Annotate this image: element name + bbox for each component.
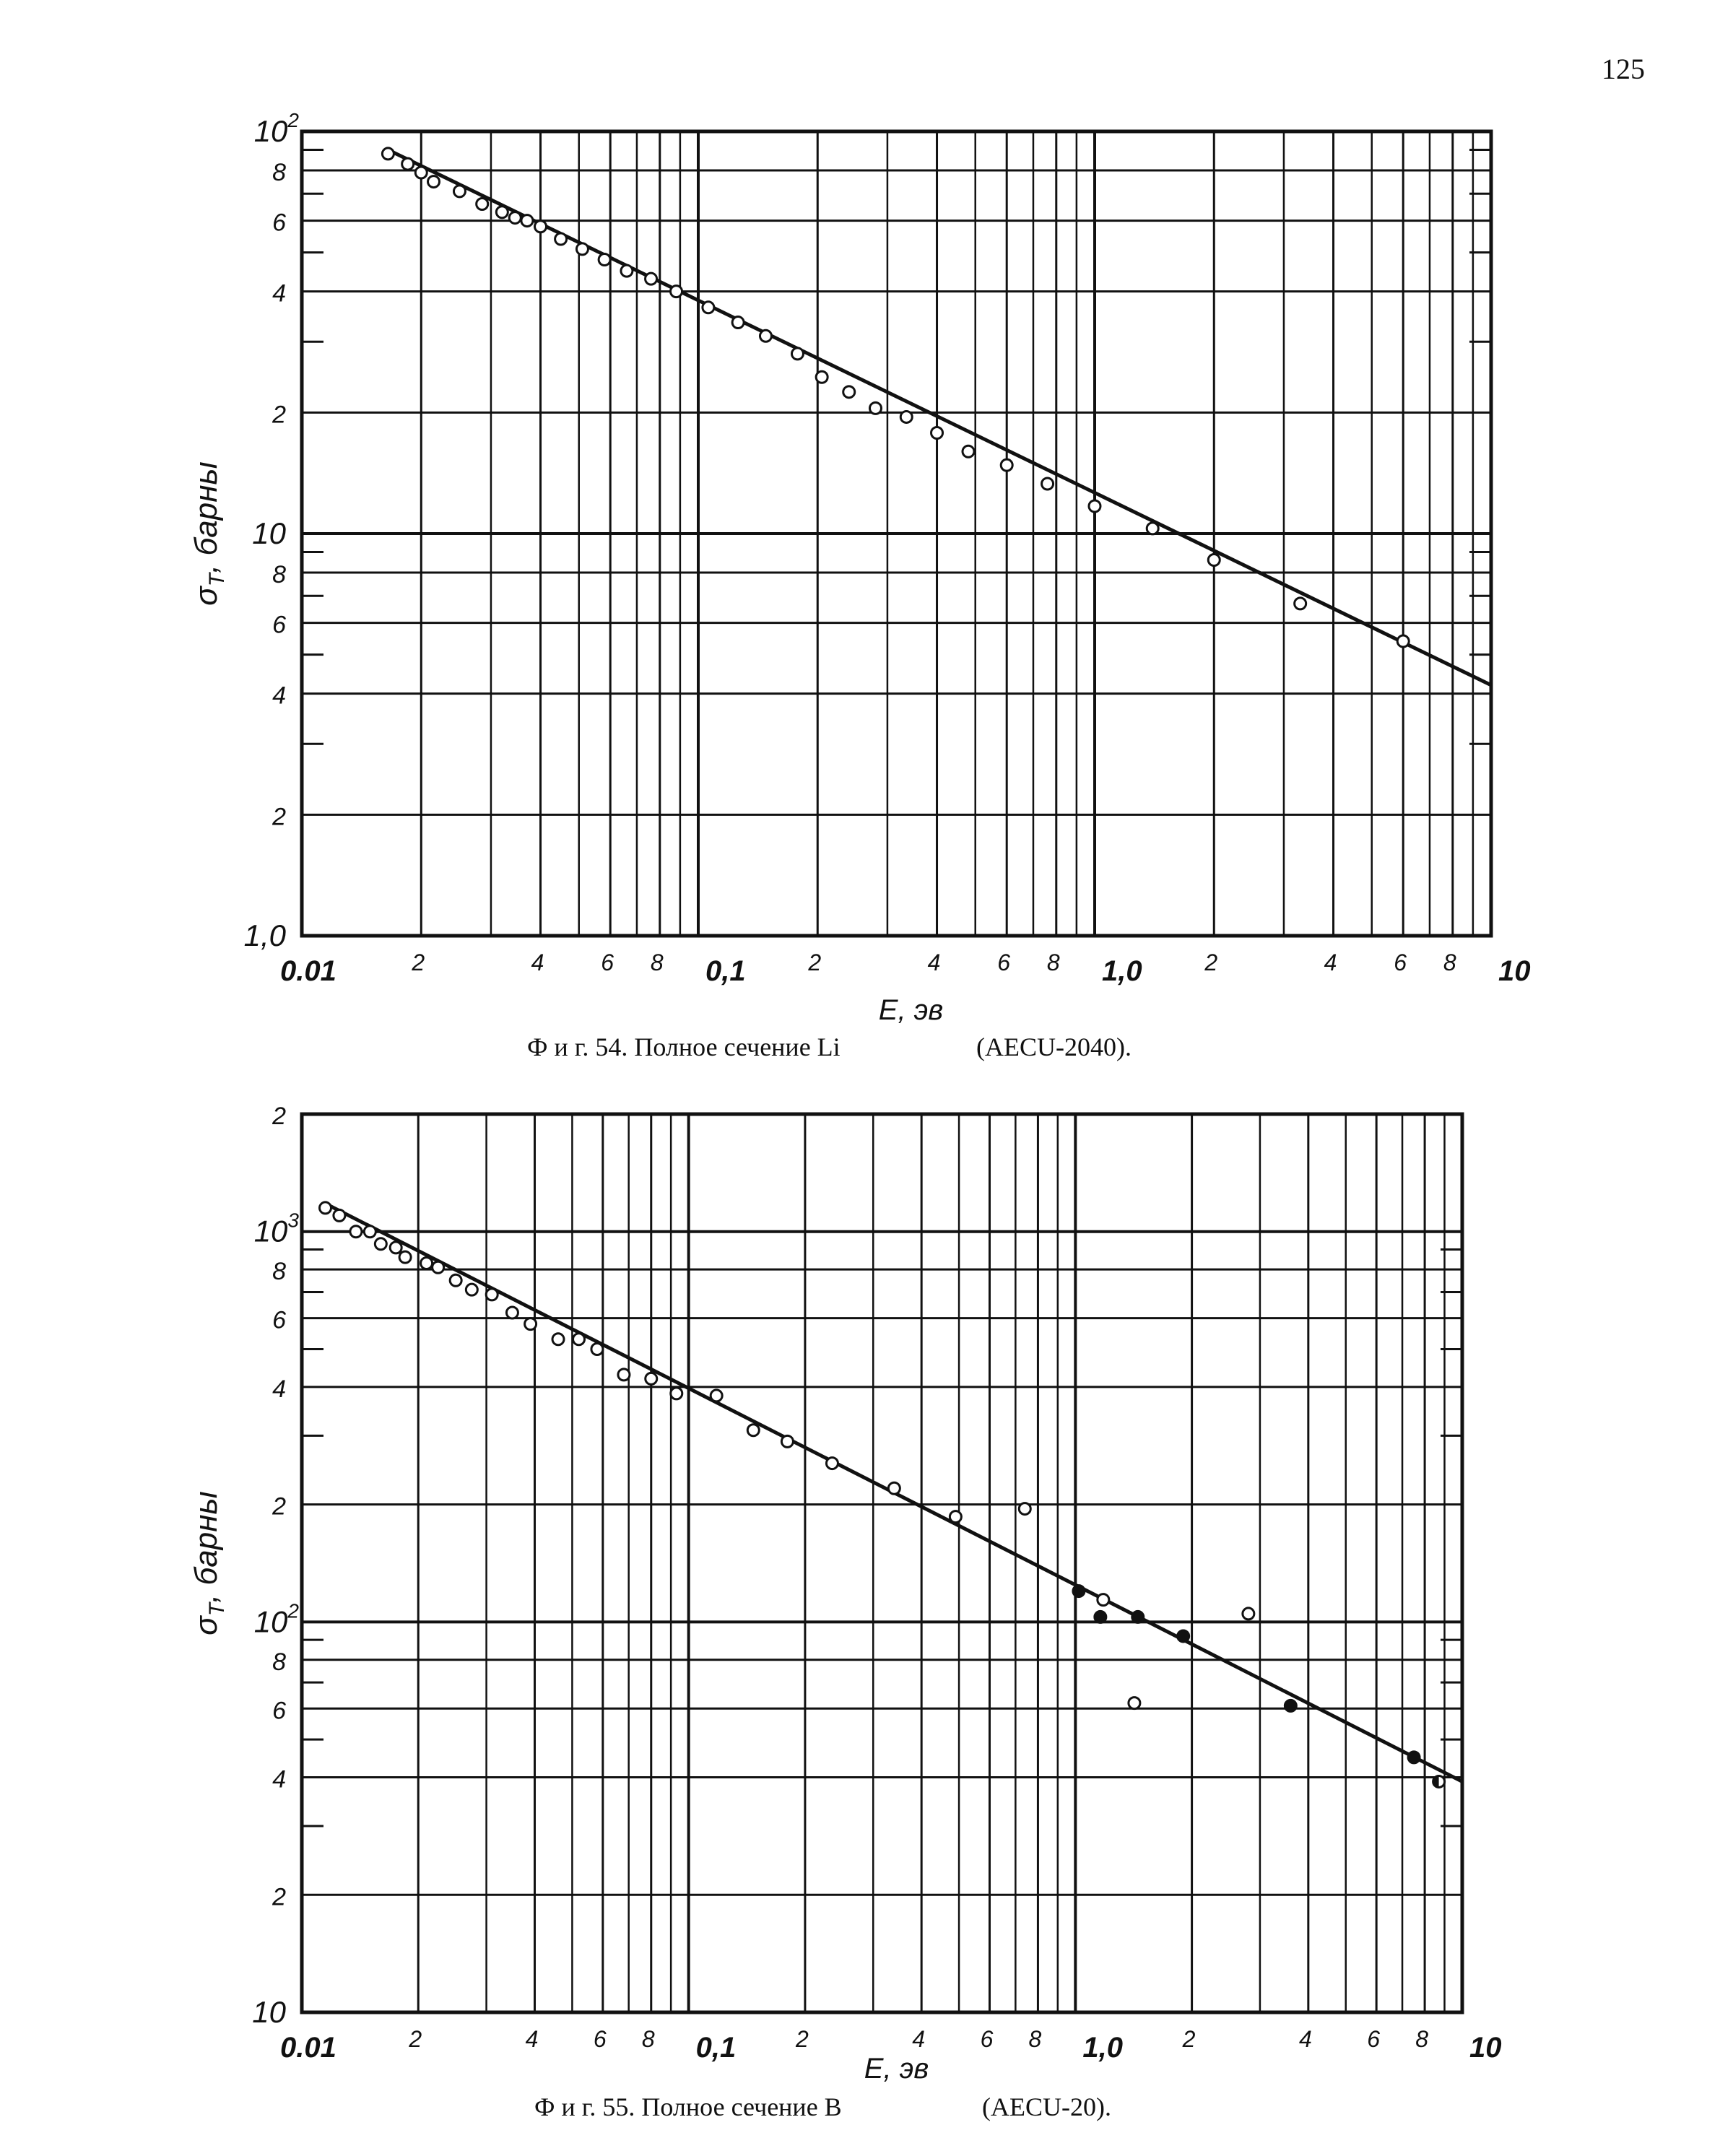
y-tick-label: 2 (272, 1883, 286, 1911)
data-point-open (1001, 459, 1012, 471)
data-point-open (466, 1284, 477, 1295)
grid (302, 1114, 1462, 2012)
x-tick-label: 8 (1028, 2026, 1042, 2052)
data-point-open (963, 445, 974, 457)
x-tick-label: 6 (1367, 2026, 1381, 2052)
x-tick-label: 10 (1469, 2032, 1502, 2064)
y-tick-label: 1,0 (243, 918, 286, 952)
x-tick-labels (280, 949, 1531, 987)
y-tick-label: 4 (272, 682, 286, 710)
data-point-open (591, 1343, 603, 1355)
data-point-open (711, 1390, 722, 1401)
data-point-open (390, 1242, 401, 1253)
y-tick-label: 6 (272, 1306, 286, 1334)
data-point-open (826, 1458, 838, 1469)
x-tick-label: 6 (980, 2026, 994, 2052)
data-point-open (1098, 1594, 1109, 1606)
x-tick-label: 4 (927, 949, 941, 975)
x-tick-label: 8 (1443, 949, 1456, 975)
x-tick-label: 4 (531, 949, 544, 975)
x-tick-label: 6 (1394, 949, 1407, 975)
x-tick-label: 8 (1046, 949, 1060, 975)
y-tick-label: $10^2$ (253, 109, 299, 148)
data-point-open (521, 215, 533, 227)
data-point-open (816, 371, 828, 383)
data-point-open (334, 1209, 345, 1221)
y-tick-label: 10 (252, 516, 286, 550)
data-point-open (671, 1388, 682, 1399)
data-point-open (1147, 523, 1158, 534)
y-tick-label: 2 (272, 401, 286, 429)
x-tick-label: 4 (912, 2026, 926, 2052)
x-tick-label: 2 (409, 2026, 422, 2052)
x-tick-label: 6 (997, 949, 1011, 975)
data-point-open (576, 243, 588, 255)
data-point-open (618, 1369, 630, 1381)
x-tick-label: 6 (601, 949, 614, 975)
data-point-filled (1285, 1700, 1296, 1711)
data-point-open (428, 176, 440, 188)
data-point-open (1243, 1608, 1254, 1620)
data-point-open (791, 348, 803, 360)
x-tick-label: 8 (650, 949, 664, 975)
data-point-open (671, 286, 682, 297)
data-point-open (646, 273, 657, 284)
figure-caption: Ф и г. 54. Полное сечение Li (527, 1033, 841, 1061)
data-point-open (1295, 598, 1306, 609)
data-point-open (496, 207, 508, 218)
x-tick-label: 0,1 (705, 955, 746, 987)
data-point-open (732, 317, 744, 329)
x-tick-label: 4 (1298, 2026, 1312, 2052)
data-point-filled (1095, 1611, 1106, 1622)
y-tick-label: 6 (272, 209, 286, 237)
data-point-open (555, 233, 567, 245)
data-point-open (382, 148, 394, 160)
data-point-open (1089, 500, 1100, 512)
data-point-open (433, 1261, 444, 1273)
data-point-open (869, 402, 881, 414)
data-point-open (364, 1226, 375, 1238)
grid (302, 131, 1491, 936)
data-point-open (760, 330, 771, 342)
data-point-open (781, 1435, 793, 1447)
x-axis-label: E, эв (878, 994, 944, 1026)
data-point-open (453, 186, 465, 197)
x-tick-label: 2 (1204, 949, 1218, 975)
y-tick-label: 2 (272, 803, 286, 831)
data-point-open (350, 1226, 362, 1238)
data-point-open (399, 1251, 411, 1263)
data-point-open (450, 1274, 461, 1286)
y-tick-label: 4 (272, 1765, 286, 1794)
x-tick-label: 2 (412, 949, 425, 975)
x-tick-label: 4 (1324, 949, 1337, 975)
y-tick-label: 4 (272, 1375, 286, 1403)
series-half (1433, 1775, 1445, 1787)
data-point-open (888, 1482, 900, 1494)
y-tick-label: 4 (272, 279, 286, 308)
y-tick-label: $10^3$ (253, 1209, 299, 1248)
x-tick-label: 8 (641, 2026, 655, 2052)
data-point-open (646, 1373, 657, 1384)
data-point-open (552, 1334, 564, 1345)
x-axis-label: E, эв (864, 2053, 929, 2085)
data-point-open (421, 1257, 433, 1269)
series-open (320, 1202, 1254, 1709)
data-point-open (535, 221, 547, 232)
data-point-open (931, 427, 943, 439)
y-tick-label: 8 (272, 1258, 286, 1286)
fit-line (388, 149, 1491, 684)
y-tick-label: 8 (272, 158, 286, 186)
x-tick-label: 2 (1182, 2026, 1196, 2052)
data-point-open (843, 386, 855, 398)
data-point-filled (1073, 1586, 1085, 1597)
chart-b-cross-section (188, 1103, 1502, 2121)
data-point-filled (1178, 1630, 1189, 1642)
data-point-open (950, 1511, 961, 1523)
figure-caption-source: (AECU-20). (982, 2092, 1111, 2121)
x-tick-label: 0.01 (280, 2032, 336, 2064)
data-point-open (703, 302, 714, 313)
y-tick-labels (244, 109, 300, 952)
x-tick-label: 10 (1498, 955, 1531, 987)
x-tick-label: 0.01 (280, 955, 336, 987)
plot-frame (302, 1114, 1462, 2012)
page-number: 125 (1602, 53, 1645, 85)
figure-caption-source: (AECU-2040). (976, 1033, 1132, 1061)
data-point-open (1019, 1503, 1030, 1515)
data-point-filled (1132, 1611, 1144, 1622)
y-tick-label: 8 (272, 560, 286, 588)
data-point-open (525, 1318, 537, 1330)
x-tick-label: 4 (525, 2026, 539, 2052)
data-point-open (375, 1238, 386, 1250)
data-point-half (1433, 1775, 1445, 1787)
x-tick-label: 2 (796, 2026, 809, 2052)
y-tick-label: 2 (272, 1492, 286, 1521)
data-point-open (1129, 1698, 1140, 1709)
y-tick-label: 10 (252, 1995, 286, 2029)
data-point-open (1208, 554, 1220, 565)
data-point-open (747, 1425, 759, 1436)
y-axis-label: $\sigma_T$, барны (188, 1491, 229, 1635)
chart-li-cross-section (188, 109, 1531, 1061)
x-tick-label: 6 (593, 2026, 607, 2052)
data-point-open (506, 1307, 518, 1318)
y-tick-labels (252, 1103, 299, 2029)
data-point-open (415, 167, 427, 178)
y-tick-label: $10^2$ (253, 1599, 299, 1639)
y-tick-label: 6 (272, 611, 286, 639)
y-axis-label: $\sigma_T$, барны (188, 461, 229, 606)
data-point-open (509, 212, 521, 224)
data-point-open (621, 265, 633, 277)
data-point-open (573, 1334, 585, 1345)
x-tick-label: 0,1 (695, 2032, 737, 2064)
data-point-open (900, 411, 912, 422)
x-tick-label: 8 (1415, 2026, 1428, 2052)
x-tick-label: 2 (808, 949, 822, 975)
data-point-open (486, 1289, 498, 1300)
data-point-open (599, 254, 610, 266)
data-point-open (1397, 635, 1409, 647)
y-tick-label: 6 (272, 1697, 286, 1725)
figure-caption: Ф и г. 55. Полное сечение B (534, 2092, 842, 2121)
y-tick-label: 8 (272, 1648, 286, 1676)
data-point-open (477, 199, 488, 210)
data-point-filled (1408, 1752, 1420, 1763)
data-point-open (1042, 478, 1054, 490)
y-tick-label: 2 (272, 1103, 286, 1130)
data-point-open (402, 158, 414, 170)
data-point-open (320, 1202, 331, 1214)
x-tick-label: 1,0 (1102, 955, 1142, 987)
x-tick-label: 1,0 (1082, 2032, 1123, 2064)
